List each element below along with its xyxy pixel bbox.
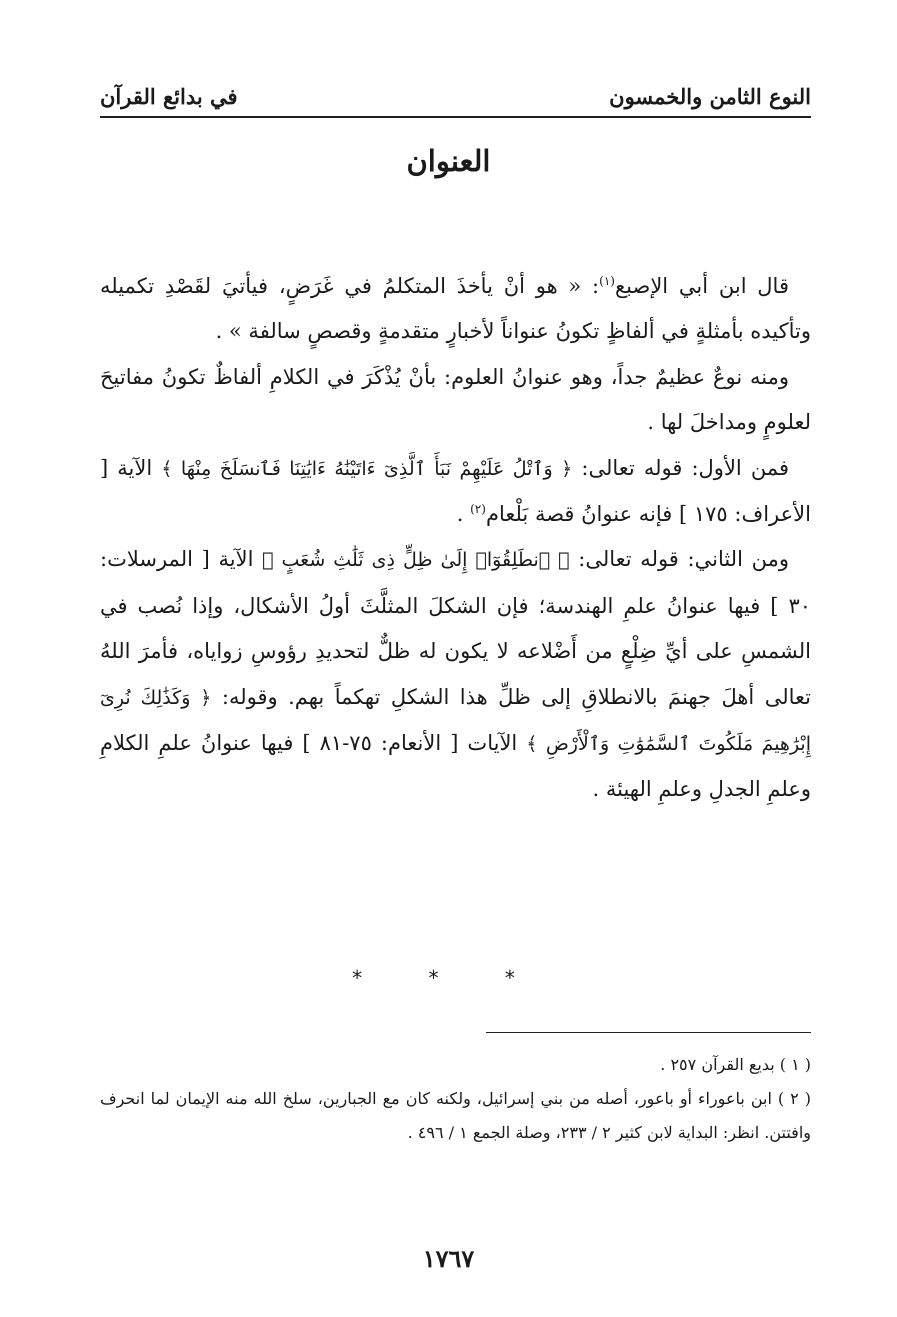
paragraph-text: ومن الثاني: قوله تعالى: <box>569 547 789 572</box>
header-rule <box>100 116 811 118</box>
footnote-ref-2[interactable]: (٢) <box>470 502 486 517</box>
paragraph-text: قال ابن أبي الإصبع <box>614 274 789 298</box>
paragraph-text: الآيات [ الأنعام: ٧٥-٨١ ] فيها عنوانُ علمِ الكلامِ وعلمِ الجدلِ وعلمِ الهيئة . <box>100 731 811 802</box>
paragraph-second-example <box>100 537 811 812</box>
paragraph-text: . <box>456 502 471 527</box>
body-text <box>100 264 811 813</box>
running-header <box>100 78 811 114</box>
quran-verse: ﴿ وَٱتْلُ عَلَيْهِمْ نَبَأَ ٱلَّذِىٓ ءَاتَيْنَٰهُ ءَايَٰتِنَا فَٱنسَلَخَ مِنْهَا ﴾ <box>161 457 573 480</box>
footnote-1: ( ١ ) بديع القرآن ٢٥٧ . <box>660 1055 811 1074</box>
footnotes <box>100 1048 811 1150</box>
page-number: ١٧٦٧ <box>422 1244 475 1273</box>
section-title: العنوان <box>406 144 491 178</box>
header-book-title: في بدائع القرآن <box>100 83 238 109</box>
paragraph-definition <box>100 264 811 355</box>
quran-verse: ﴿ وَكَذَٰلِكَ نُرِىٓ إِبْرَٰهِيمَ مَلَكُوتَ ٱلسَّمَٰوَٰتِ وَٱلْأَرْضِ ﴾ <box>100 686 811 756</box>
footnote-2: ( ٢ ) ابن باعوراء أو باعور، أصله من بني إسرائيل، ولكنه كان مع الجبارين، سلخ الله منه الإيمان لما انحرف وافتتن. انظر: البداية لابن كثير ٢ / ٢٣٣، وصلة الجمع ١ / ٤٩٦ . <box>100 1089 811 1142</box>
paragraph-first-example <box>100 446 811 538</box>
paragraph-text: الآية [ المرسلات: ٣٠ ] فيها عنوانُ علمِ الهندسة؛ فإن الشكلَ المثلَّثَ أولُ الأشكال، وإذا نُصب في الشمسِ على أيِّ ضِلْعٍ من أَضْلاعه لا يكون له ظلٌّ لتحديدِ رؤوسِ زواياه، فأمرَ اللهُ تعالى أهلَ جهنمَ بالانطلاقِ إلى ظلِّ هذا الشكلِ تهكماً بهم. وقوله: <box>100 547 811 709</box>
paragraph-text: فمن الأول: قوله تعالى: <box>572 455 790 480</box>
header-chapter-title: النوع الثامن والخمسون <box>609 83 811 109</box>
footnote-rule <box>486 1032 811 1033</box>
footnote-ref-1[interactable]: (١) <box>599 274 615 288</box>
section-separator: * * * <box>352 966 545 990</box>
quran-verse: ﴿ ٱنطَلِقُوٓا۟ إِلَىٰ ظِلٍّ ذِى ثَلَٰثِ شُعَبٍ ﴾ <box>262 549 570 572</box>
paragraph-sciences: ومنه نوعٌ عظيمٌ جداً، وهو عنوانُ العلوم: بأنْ يُذْكَرَ في الكلامِ ألفاظٌ تكونُ مفاتيحَ لعلومٍ ومداخلَ لها . <box>100 364 811 435</box>
paragraph-text: الآية [ الأعراف: ١٧٥ ] فإنه عنوانُ قصة بَلْعام <box>100 455 811 527</box>
paragraph-text: : « هو أنْ يأخذَ المتكلمُ في غَرَضٍ، فيأتيَ لقَصْدِ تكميله وتأكيده بأمثلةٍ في ألفاظٍ تكونُ عنواناً لأخبارٍ متقدمةٍ وقصصٍ سالفة » . <box>100 274 811 344</box>
